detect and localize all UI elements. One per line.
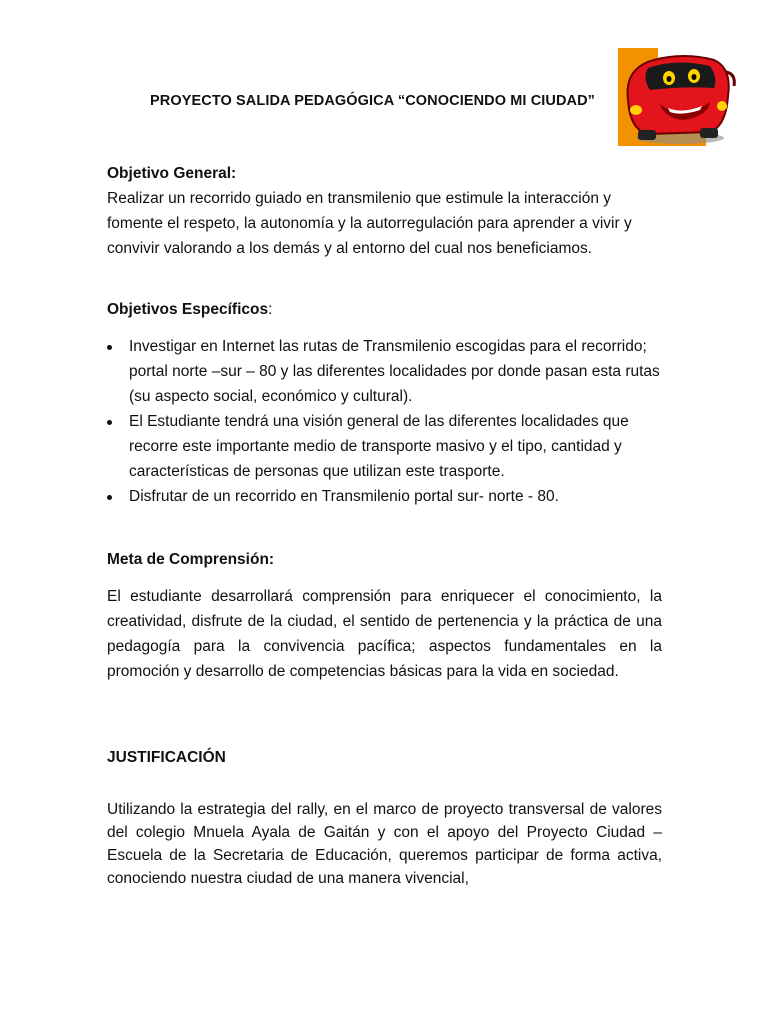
list-item [107, 334, 662, 409]
heading-colon: : [268, 301, 273, 318]
justificacion-section [107, 746, 662, 890]
objetivo-general-section [107, 162, 662, 261]
list-item [107, 409, 662, 484]
objetivos-list [107, 334, 662, 509]
bullet-icon [107, 495, 112, 500]
bullet-icon [107, 345, 112, 350]
document-title: PROYECTO SALIDA PEDAGÓGICA “CONOCIENDO MI CIUDAD” [150, 93, 596, 109]
meta-section [107, 548, 662, 684]
list-item-text: Disfrutar de un recorrido en Transmilenio portal sur- norte - 80. [129, 488, 559, 505]
justificacion-heading: JUSTIFICACIÓN [107, 749, 226, 766]
list-item-text: Investigar en Internet las rutas de Transmilenio escogidas para el recorrido; portal norte –sur – 80 y las diferentes localidades por donde pasan esta rutas (su aspecto social, económico y cultural). [129, 338, 660, 405]
objetivo-general-text: Realizar un recorrido guiado en transmilenio que estimule la interacción y fomente el respeto, la autonomía y la autorregulación para aprender a vivir y convivir valorando a los demás y al entorno del cual nos beneficiamos. [107, 190, 632, 257]
objetivos-especificos-heading-text: Objetivos Específicos [107, 301, 269, 318]
list-item-text: El Estudiante tendrá una visión general de las diferentes localidades que recorre este importante medio de transporte masivo y el tipo, cantidad y características de personas que utilizan este trasporte. [129, 413, 629, 480]
objetivos-especificos-heading [107, 298, 662, 322]
meta-heading: Meta de Comprensión: [107, 551, 275, 568]
bullet-icon [107, 420, 112, 425]
list-item [107, 484, 662, 509]
meta-text: El estudiante desarrollará comprensión para enriquecer el conocimiento, la creatividad, disfrute de la ciudad, el sentido de pertenencia y la práctica de una pedagogía para la convivencia pacífica; aspectos fundamentales en la promoción y desarrollo de competencias básicas para la vida en sociedad. [107, 588, 662, 680]
objetivo-general-heading: Objetivo General: [107, 165, 237, 182]
bus-logo-icon [614, 46, 740, 150]
objetivos-especificos-section [107, 298, 662, 509]
justificacion-text: Utilizando la estrategia del rally, en el marco de proyecto transversal de valores del colegio Mnuela Ayala de Gaitán y con el apoyo del Proyecto Ciudad – Escuela de la Secretaria de Educación, queremos participar de forma activa, conociendo nuestra ciudad de una manera vivencial, [107, 801, 662, 887]
